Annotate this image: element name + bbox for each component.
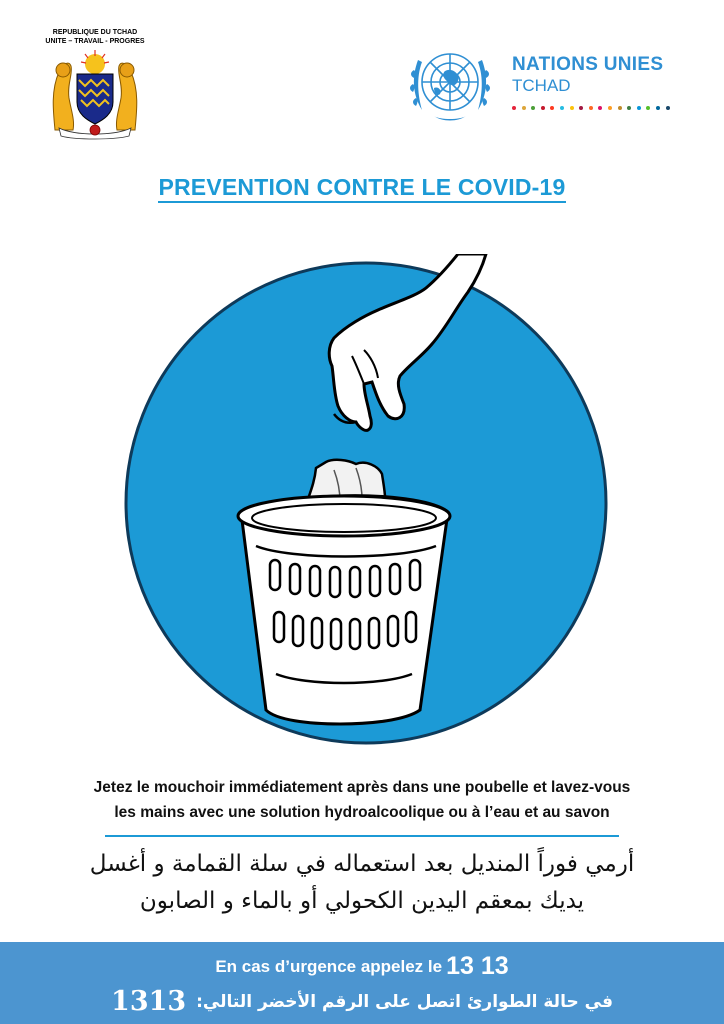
sdg-dot	[522, 106, 526, 110]
un-header	[404, 40, 704, 130]
sdg-dot	[550, 106, 554, 110]
page-title-text: PREVENTION CONTRE LE COVID-19	[158, 174, 565, 203]
country-name: REPUBLIQUE DU TCHAD	[52, 29, 138, 36]
sdg-dot	[560, 106, 564, 110]
sdg-dot	[589, 106, 593, 110]
country-motto: UNITE – TRAVAIL - PROGRES	[45, 38, 145, 45]
message-arabic	[30, 846, 694, 920]
emergency-number-arabic: 1313	[111, 986, 187, 1017]
message-arabic-line1: أرمي فوراً المنديل بعد استعماله في سلة القمامة و أغسل	[89, 851, 635, 877]
sdg-dot	[570, 106, 574, 110]
emergency-arabic-text: في حالة الطوارئ اتصل على الرقم الأخضر التالي:	[196, 992, 613, 1012]
sdg-dot	[656, 106, 660, 110]
divider	[105, 835, 619, 837]
message-arabic-line2: يديك بمعقم اليدين الكحولي أو بالماء و الصابون	[139, 888, 585, 914]
sdg-dot	[646, 106, 650, 110]
emergency-french-text: En cas d’urgence appelez le	[215, 957, 443, 976]
message-french-line2: les mains avec une solution hydroalcoolique ou à l’eau et au savon	[114, 804, 610, 821]
message-french-line1: Jetez le mouchoir immédiatement après dans une poubelle et lavez-vous	[93, 779, 631, 796]
sdg-dot	[598, 106, 602, 110]
sdg-dot	[531, 106, 535, 110]
trash-bin-illustration	[120, 254, 612, 746]
emergency-footer	[0, 942, 724, 1024]
chad-header	[30, 28, 160, 145]
un-emblem-icon	[404, 40, 496, 130]
page-title	[0, 174, 724, 201]
sdg-dot	[618, 106, 622, 110]
chad-coat-of-arms-icon	[45, 50, 145, 140]
emergency-number: 13 13	[446, 952, 509, 980]
message-french	[10, 775, 714, 825]
un-subtitle: TCHAD	[512, 76, 571, 95]
sdg-dot	[579, 106, 583, 110]
emergency-french	[0, 952, 724, 981]
un-title: NATIONS UNIES	[512, 54, 664, 75]
emergency-arabic	[0, 986, 724, 1017]
sdg-dot	[541, 106, 545, 110]
sdg-dot	[666, 106, 670, 110]
sdg-dot	[637, 106, 641, 110]
trash-bin-icon	[238, 496, 450, 724]
sdg-color-dots	[512, 106, 670, 110]
sdg-dot	[627, 106, 631, 110]
sdg-dot	[512, 106, 516, 110]
sdg-dot	[608, 106, 612, 110]
